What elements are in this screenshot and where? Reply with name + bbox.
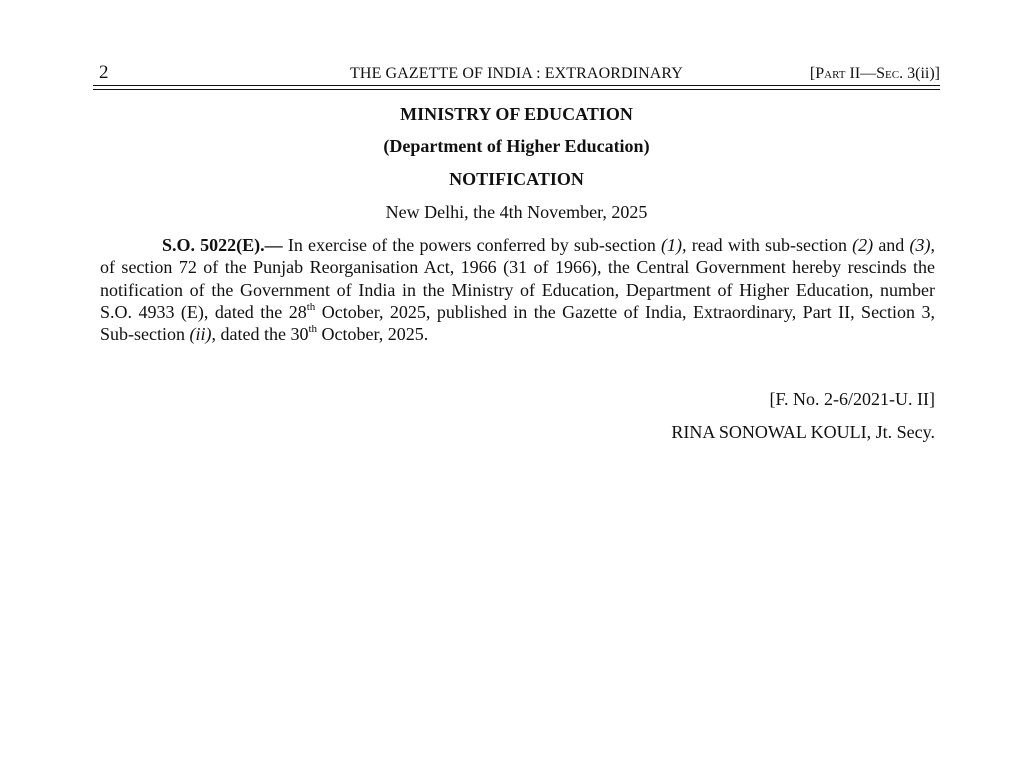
body-italic: (ii) bbox=[189, 324, 212, 344]
signatory: RINA SONOWAL KOULI, Jt. Secy. bbox=[671, 422, 935, 442]
page-number: 2 bbox=[99, 62, 109, 83]
gazette-title: THE GAZETTE OF INDIA : EXTRAORDINARY bbox=[350, 65, 683, 82]
body-text: In exercise of the powers conferred by sub-section bbox=[282, 235, 662, 255]
body-italic: (3) bbox=[909, 235, 931, 255]
so-number: S.O. 5022(E).— bbox=[162, 235, 283, 255]
body-text: , dated the 30 bbox=[211, 324, 309, 344]
sec-value: 3(ii)] bbox=[903, 65, 940, 82]
part-section-open: [ bbox=[809, 65, 816, 82]
ministry-heading: MINISTRY OF EDUCATION bbox=[400, 104, 633, 124]
body-text: October, 2025. bbox=[317, 324, 429, 344]
file-number: [F. No. 2-6/2021-U. II] bbox=[769, 389, 935, 409]
body-text: read with sub-section bbox=[686, 235, 853, 255]
body-text: and bbox=[873, 235, 910, 255]
part-section-label bbox=[810, 64, 940, 84]
ordinal-suffix: th bbox=[308, 323, 318, 335]
page-header bbox=[93, 62, 940, 86]
body-text: , of section 72 of the Punjab Reorganisation Act, 1966 (31 of 1966), the Central Government hereby rescinds the notification of the Government of India in the Ministry of Education, Department of Higher Education, number S.O. 4933 (E), dated the 28 bbox=[100, 235, 935, 322]
sec-label: Sec. bbox=[876, 65, 904, 82]
body-italic: (2) bbox=[852, 235, 874, 255]
department-heading: (Department of Higher Education) bbox=[383, 136, 650, 156]
ordinal-suffix: th bbox=[306, 300, 316, 313]
part-value: II— bbox=[845, 65, 877, 82]
header-rule-bottom bbox=[93, 89, 940, 90]
body-text: October, 2025, published in the Gazette of India, Extraordinary, Part II, Section 3, Sub-section bbox=[100, 301, 935, 344]
part-label: Part bbox=[815, 65, 846, 82]
body-italic: (1), bbox=[661, 235, 687, 255]
notification-heading: NOTIFICATION bbox=[449, 169, 584, 189]
header-rule-top bbox=[93, 85, 940, 86]
notification-body bbox=[100, 234, 935, 345]
dateline: New Delhi, the 4th November, 2025 bbox=[385, 202, 648, 222]
